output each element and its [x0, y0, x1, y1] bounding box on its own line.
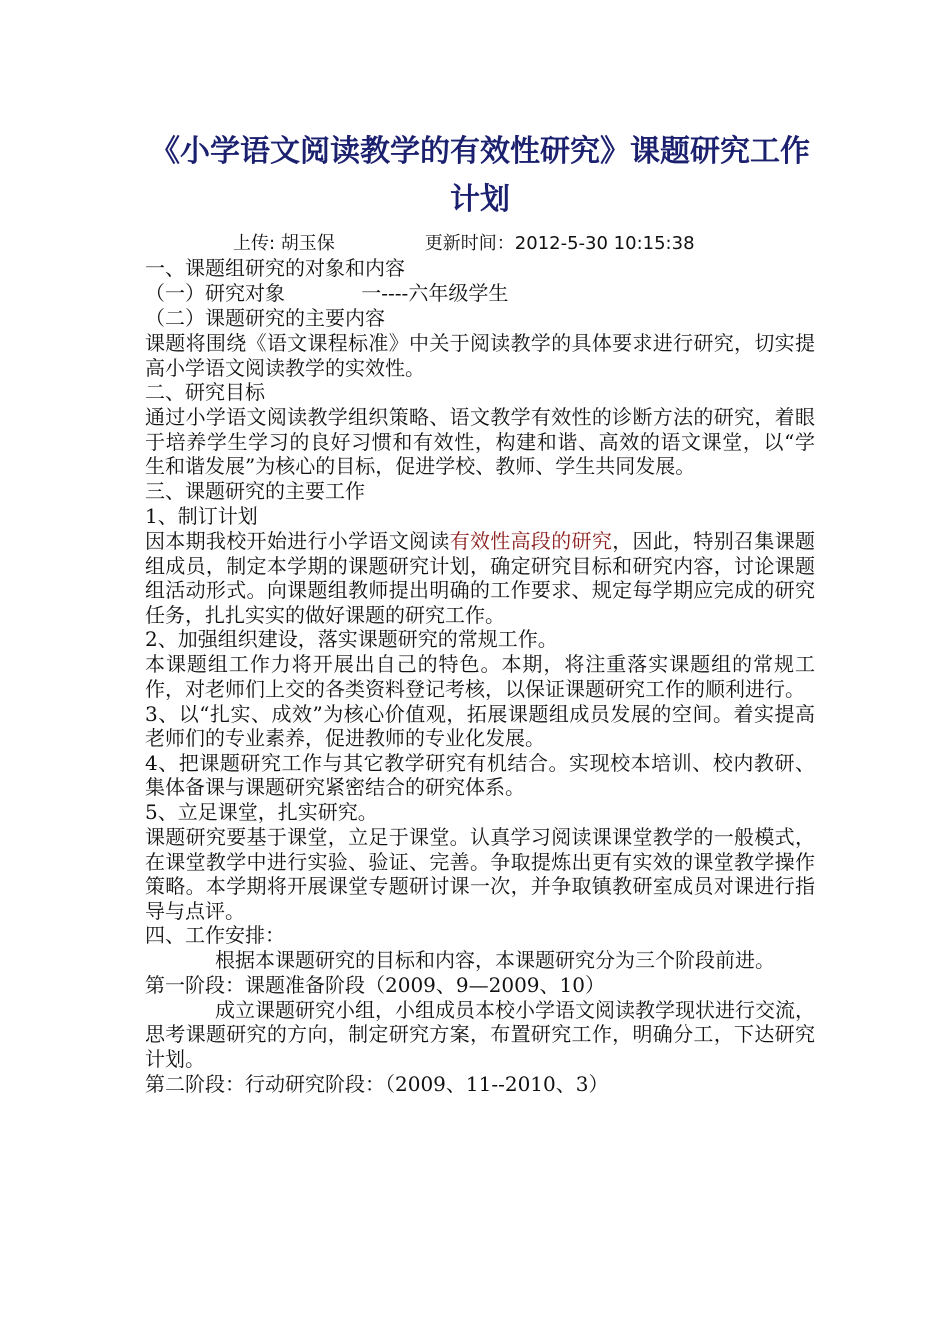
plan-text-start: 因本期我校开始进行小学语文阅读 [145, 528, 450, 553]
document-page [145, 128, 815, 1097]
paragraph-arrangement: 根据本课题研究的目标和内容，本课题研究分为三个阶段前进。 [215, 948, 775, 973]
highlighted-text: 有效性高段的研究 [449, 528, 613, 553]
updated-time-text: 更新时间：2012-5-30 10:15:38 [424, 233, 695, 254]
meta-line [145, 232, 815, 256]
section-heading-4: 四、工作安排： [145, 923, 285, 948]
paragraph-organization: 本课题组工作力将开展出自己的特色。本期，将注重落实课题组的常规工作，对老师们上交的各类资料登记考核，以保证课题研究工作的顺利进行。 [145, 652, 815, 701]
item-classroom: 5、立足课堂，扎实研究。 [145, 799, 378, 824]
paragraph-make-plan [145, 529, 815, 627]
subsection-research-content: （二）课题研究的主要内容 [145, 306, 385, 330]
stage-2-heading: 第二阶段：行动研究阶段：（2009、11--2010、3） [145, 1071, 609, 1096]
plan-text-end: ，因此，特别召集课题组成员，制定本学期的课题研究计划，确定研究目标和研究内容，讨论课题组活动形式。向课题组教师提出明确的工作要求、规定每学期应完成的研究任务，扎扎实实的做好课题的研究工作。 [145, 528, 815, 627]
item-combine-research: 4、把课题研究工作与其它教学研究有机结合。实现校本培训、校内教研、集体备课与课题研究紧密结合的研究体系。 [145, 750, 815, 800]
document-title: 《小学语文阅读教学的有效性研究》课题研究工作计划 [150, 134, 810, 217]
item-core-values: 3、以“扎实、成效”为核心价值观，拓展课题组成员发展的空间。着实提高老师们的专业素养，促进教师的专业化发展。 [145, 701, 815, 751]
item-organization: 2、加强组织建设，落实课题研究的常规工作。 [145, 627, 558, 652]
uploader-text: 上传: 胡玉保 [233, 233, 335, 254]
subsection-research-object: （一）研究对象 一----六年级学生 [145, 281, 509, 305]
paragraph-classroom: 课题研究要基于课堂，立足于课堂。认真学习阅读课课堂教学的一般模式，在课堂教学中进行实验、验证、完善。争取提炼出更有实效的课堂教学操作策略。本学期将开展课堂专题研讨课一次，并争取镇教研室成员对课进行指导与点评。 [145, 824, 815, 923]
section-heading-2: 二、研究目标 [145, 380, 265, 405]
section-heading-1: 一、课题组研究的对象和内容 [145, 256, 405, 280]
item-make-plan: 1、制订计划 [145, 503, 258, 528]
paragraph-stage-1: 成立课题研究小组，小组成员本校小学语文阅读教学现状进行交流，思考课题研究的方向，制定研究方案，布置研究工作，明确分工，下达研究计划。 [145, 997, 815, 1072]
paragraph-content: 课题将围绕《语文课程标准》中关于阅读教学的具体要求进行研究，切实提高小学语文阅读教学的实效性。 [145, 331, 815, 380]
section-heading-3: 三、课题研究的主要工作 [145, 478, 365, 503]
stage-1-heading: 第一阶段：课题准备阶段（2009、9—2009、10） [145, 972, 605, 997]
paragraph-goals: 通过小学语文阅读教学组织策略、语文教学有效性的诊断方法的研究，着眼于培养学生学习的良好习惯和有效性，构建和谐、高效的语文课堂，以“学生和谐发展”为核心的目标，促进学校、教师、学生共同发展。 [145, 405, 815, 479]
